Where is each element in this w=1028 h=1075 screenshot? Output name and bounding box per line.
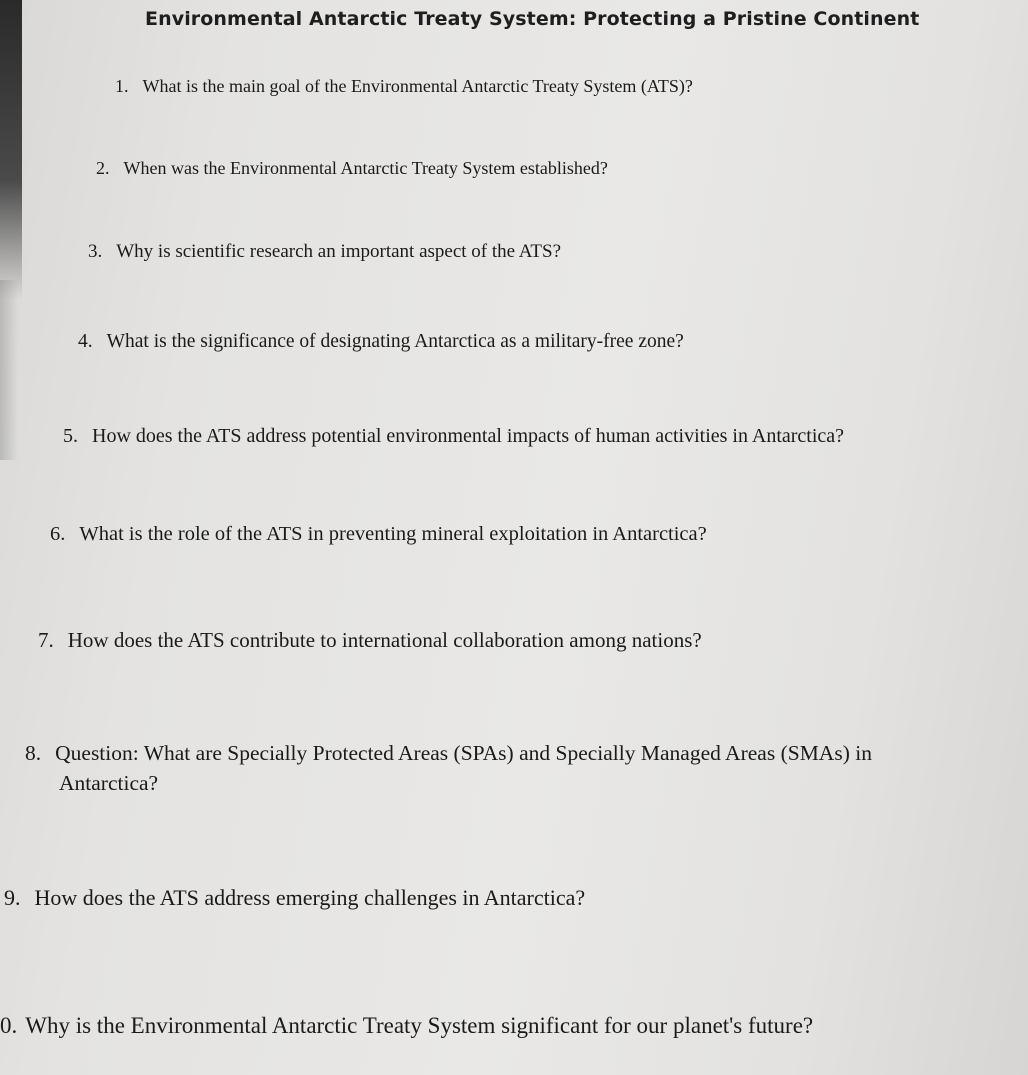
page-edge-shadow [0,0,22,300]
question-3 [88,241,561,263]
question-8 [25,738,872,798]
question-4 [78,331,684,353]
question-number: 7. [38,628,54,652]
question-number: 0. [0,1013,18,1038]
question-text: How does the ATS address potential environmental impacts of human activities in Antarctica? [92,425,845,447]
document-title: Environmental Antarctic Treaty System: Protecting a Pristine Continent [145,8,920,30]
question-number: 1. [115,76,129,96]
question-text: What is the significance of designating Antarctica as a military-free zone? [106,331,684,352]
question-line-1 [25,738,872,768]
question-text: How does the ATS contribute to international collaboration among nations? [67,628,702,652]
question-number: 8. [25,741,42,765]
question-number: 5. [63,425,78,447]
question-text: What is the main goal of the Environmental Antarctic Treaty System (ATS)? [142,76,693,96]
question-number: 2. [96,158,110,178]
question-10 [0,1013,813,1039]
question-7 [38,628,702,653]
question-2 [96,158,608,179]
question-text: Why is scientific research an important aspect of the ATS? [116,241,562,262]
question-5 [63,425,844,448]
question-text: Why is the Environmental Antarctic Treaty System significant for our planet's future? [25,1013,814,1038]
question-text-line-2: Antarctica? [59,771,159,795]
question-text: What is the role of the ATS in preventing mineral exploitation in Antarctica? [79,523,707,545]
question-text: Question: What are Specially Protected Areas (SPAs) and Specially Managed Areas (SMAs) in [55,741,872,765]
question-number: 6. [50,523,66,545]
question-number: 3. [88,241,103,262]
question-1 [115,76,693,97]
question-6 [50,523,707,546]
question-text: When was the Environmental Antarctic Treaty System established? [123,158,608,178]
page-edge-shadow-lower [0,280,18,460]
question-number: 4. [78,331,93,352]
question-number: 9. [4,885,21,910]
question-9 [4,885,585,911]
question-text: How does the ATS address emerging challenges in Antarctica? [34,885,586,910]
